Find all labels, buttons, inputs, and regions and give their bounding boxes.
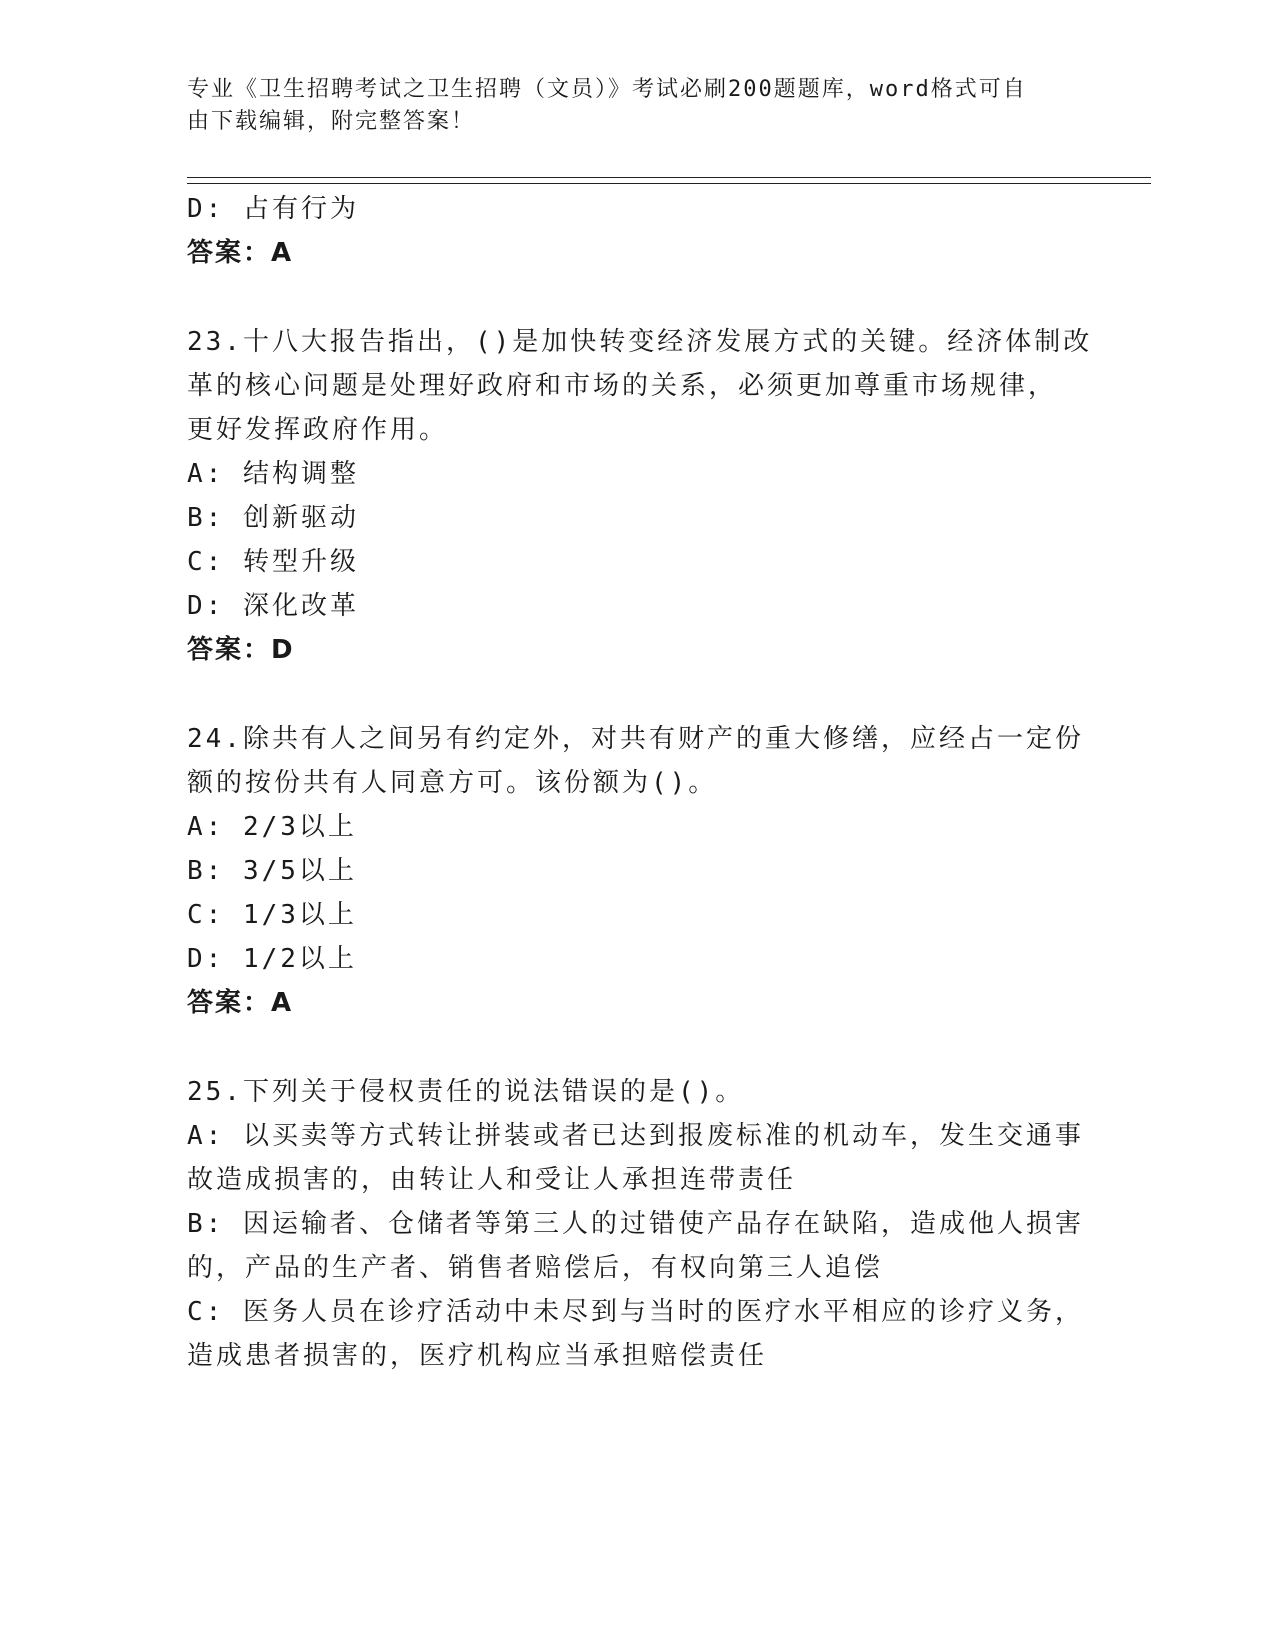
- q25-option-b-line-2: 的，产品的生产者、销售者赔偿后，有权向第三人追偿: [187, 1253, 884, 1283]
- q23-stem-line-3: 更好发挥政府作用。: [187, 415, 449, 445]
- q24-answer: 答案：A: [187, 988, 294, 1018]
- q23-option-d: D: 深化改革: [187, 591, 359, 621]
- q23-answer: 答案：D: [187, 635, 295, 665]
- q25-option-a-line-1: A: 以买卖等方式转让拼装或者已达到报废标准的机动车，发生交通事: [187, 1121, 1084, 1151]
- q23-stem-line-1: 23.十八大报告指出，()是加快转变经济发展方式的关键。经济体制改: [187, 327, 1093, 357]
- q24-stem-line-2: 额的按份共有人同意方可。该份额为()。: [187, 768, 718, 798]
- q22-answer: 答案：A: [187, 238, 294, 268]
- document-header: [187, 74, 1067, 138]
- q23-option-a: A: 结构调整: [187, 459, 359, 489]
- q25-option-c-line-2: 造成患者损害的，医疗机构应当承担赔偿责任: [187, 1341, 768, 1371]
- q25-option-b-line-1: B: 因运输者、仓储者等第三人的过错使产品存在缺陷，造成他人损害: [187, 1209, 1084, 1239]
- q25-option-a-line-2: 故造成损害的，由转让人和受让人承担连带责任: [187, 1165, 797, 1195]
- q24-option-c: C: 1/3以上: [187, 900, 357, 930]
- q23-stem-line-2: 革的核心问题是处理好政府和市场的关系，必须更加尊重市场规律，: [187, 371, 1058, 401]
- header-divider-top: [187, 177, 1151, 178]
- q24-option-b: B: 3/5以上: [187, 856, 357, 886]
- q25-option-c-line-1: C: 医务人员在诊疗活动中未尽到与当时的医疗水平相应的诊疗义务，: [187, 1297, 1084, 1327]
- q24-stem-line-1: 24.除共有人之间另有约定外，对共有财产的重大修缮，应经占一定份: [187, 724, 1084, 754]
- header-line-1: 专业《卫生招聘考试之卫生招聘（文员）》考试必刷200题题库，word格式可自: [187, 77, 1027, 102]
- q24-option-d: D: 1/2以上: [187, 944, 357, 974]
- q24-option-a: A: 2/3以上: [187, 812, 357, 842]
- header-line-2: 由下载编辑，附完整答案！: [187, 109, 476, 134]
- header-divider-bottom: [187, 183, 1151, 184]
- q22-option-d: D: 占有行为: [187, 194, 359, 224]
- q25-stem-line-1: 25.下列关于侵权责任的说法错误的是()。: [187, 1077, 745, 1107]
- q23-option-b: B: 创新驱动: [187, 503, 359, 533]
- q23-option-c: C: 转型升级: [187, 547, 359, 577]
